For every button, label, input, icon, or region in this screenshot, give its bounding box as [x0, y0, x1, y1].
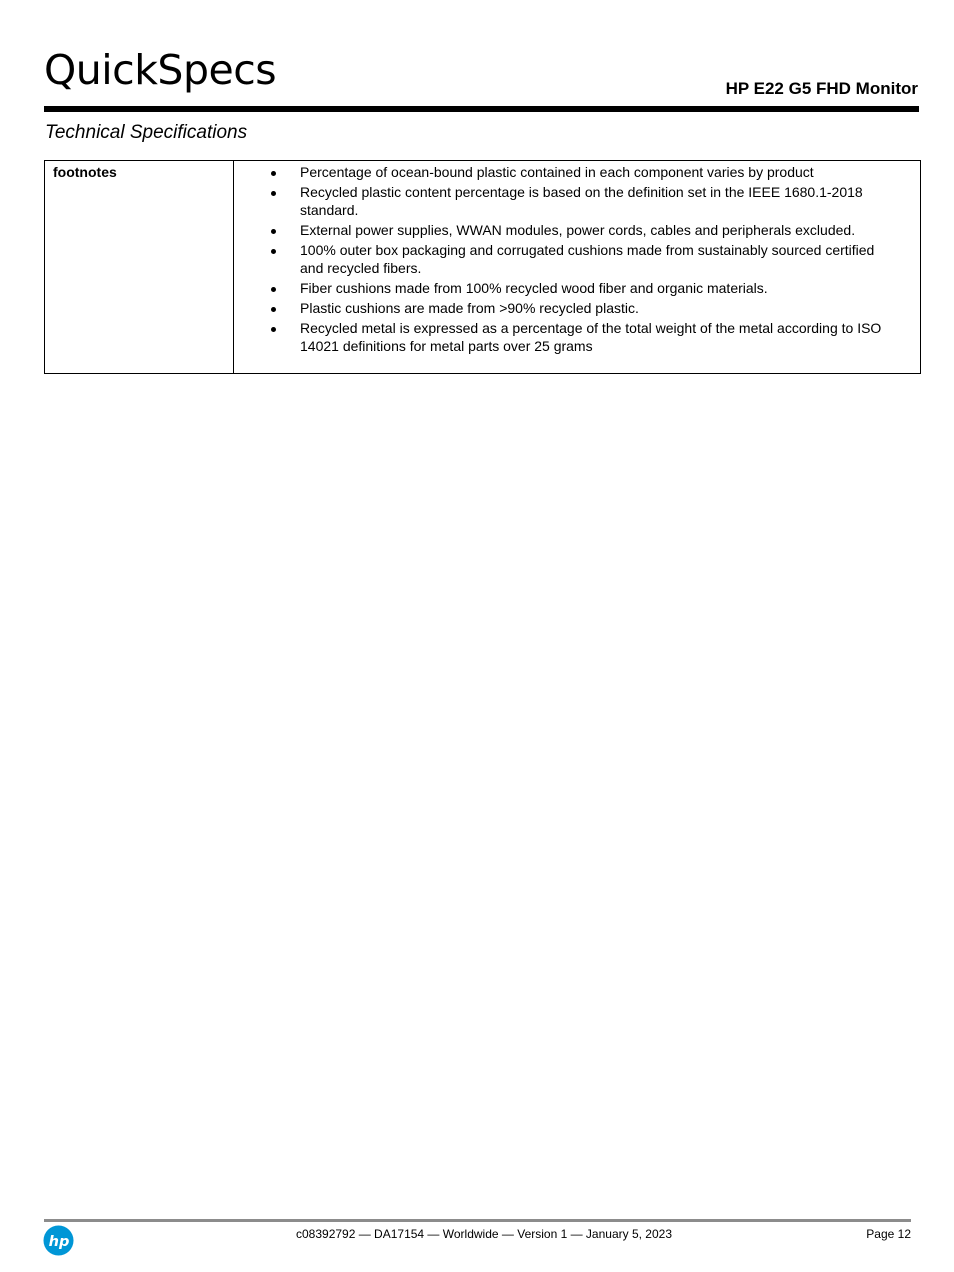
- spec-value-cell: [234, 161, 920, 373]
- footnote-text: Percentage of ocean-bound plastic contained in each component varies by product: [300, 164, 814, 180]
- footnote-text: Recycled plastic content percentage is based on the definition set in the IEEE 1680.1-2018 standard.: [300, 183, 863, 219]
- document-brand-title: QuickSpecs: [44, 46, 277, 94]
- svg-text:hp: hp: [48, 1233, 70, 1250]
- product-title: HP E22 G5 FHD Monitor: [725, 79, 918, 98]
- page-number: Page 12: [866, 1227, 911, 1241]
- section-title: Technical Specifications: [45, 122, 248, 143]
- footnote-item: [234, 279, 900, 298]
- header-divider: [44, 106, 919, 112]
- footnote-text: External power supplies, WWAN modules, power cords, cables and peripherals excluded.: [300, 222, 856, 239]
- bullet-icon: [271, 171, 276, 176]
- bullet-icon: [271, 287, 276, 292]
- bullet-icon: [271, 229, 276, 234]
- footnote-item: [234, 241, 900, 278]
- footnote-item: [234, 299, 900, 318]
- bullet-icon: [271, 307, 276, 312]
- footnote-text: Plastic cushions are made from >90% recycled plastic.: [300, 299, 639, 316]
- bullet-icon: [271, 327, 276, 332]
- footer-divider: [44, 1219, 911, 1222]
- bullet-icon: [271, 191, 276, 196]
- footnote-item: [234, 183, 900, 220]
- footnote-item: [234, 319, 900, 356]
- bullet-icon: [271, 249, 276, 254]
- footnote-text: 100% outer box packaging and corrugated cushions made from sustainably sourced certified and recycled fibers.: [300, 241, 875, 277]
- footnote-text: Fiber cushions made from 100% recycled wood fiber and organic materials.: [300, 280, 768, 297]
- footnote-item: [234, 221, 900, 240]
- footnote-item: [234, 163, 900, 182]
- spec-table: [44, 160, 921, 374]
- footer-document-id: c08392792 — DA17154 — Worldwide — Version 1 — January 5, 2023: [296, 1227, 672, 1241]
- footnote-text: Recycled metal is expressed as a percentage of the total weight of the metal according to ISO 14021 definitions for metal parts over 25 grams: [300, 319, 882, 355]
- spec-label: footnotes: [45, 161, 234, 373]
- footnotes-list: [234, 163, 900, 356]
